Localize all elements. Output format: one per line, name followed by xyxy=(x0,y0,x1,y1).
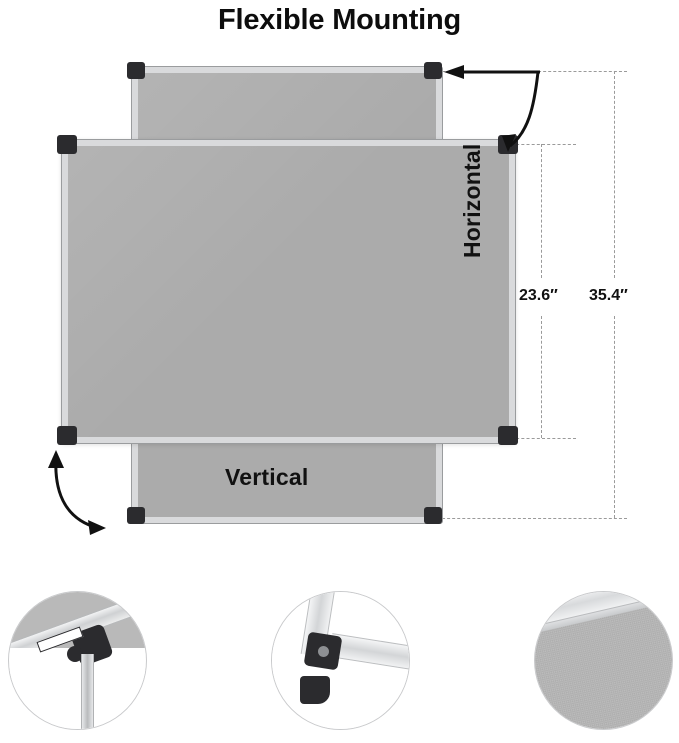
label-vertical: Vertical xyxy=(225,464,309,490)
detail-frame-surface-art xyxy=(535,592,672,729)
dimension-guide-bottom xyxy=(437,518,627,519)
corner-bracket-vertical-top-left xyxy=(127,62,145,79)
detail-clamp-mount-art xyxy=(9,592,146,729)
corner-bracket-horizontal-bottom-right xyxy=(498,426,518,445)
detail-frame-surface xyxy=(534,591,673,730)
detail2-loose-bracket xyxy=(300,676,330,704)
corner-bracket-horizontal-top-left xyxy=(57,135,77,154)
rotation-arrow-top-icon xyxy=(430,60,540,160)
dimension-height-label: 23.6″ xyxy=(519,287,558,304)
board-horizontal xyxy=(61,139,516,444)
dimension-guide-horizontal-bottom xyxy=(511,438,576,439)
detail-clamp-mount xyxy=(8,591,147,730)
dimension-width-label: 35.4″ xyxy=(589,287,628,304)
dimension-bar-height-lower xyxy=(541,316,542,438)
rotation-arrow-bottom-icon xyxy=(46,440,156,540)
label-horizontal: Horizontal xyxy=(459,143,485,258)
corner-bracket-vertical-bottom-right xyxy=(424,507,442,524)
dimension-bar-width xyxy=(614,71,615,278)
detail-corner-bracket-art xyxy=(272,592,409,729)
dimension-bar-width-lower xyxy=(614,316,615,518)
detail1-stand-pole xyxy=(81,654,94,730)
detail-corner-bracket xyxy=(271,591,410,730)
dimension-bar-height xyxy=(541,144,542,278)
page-title: Flexible Mounting xyxy=(217,4,462,36)
